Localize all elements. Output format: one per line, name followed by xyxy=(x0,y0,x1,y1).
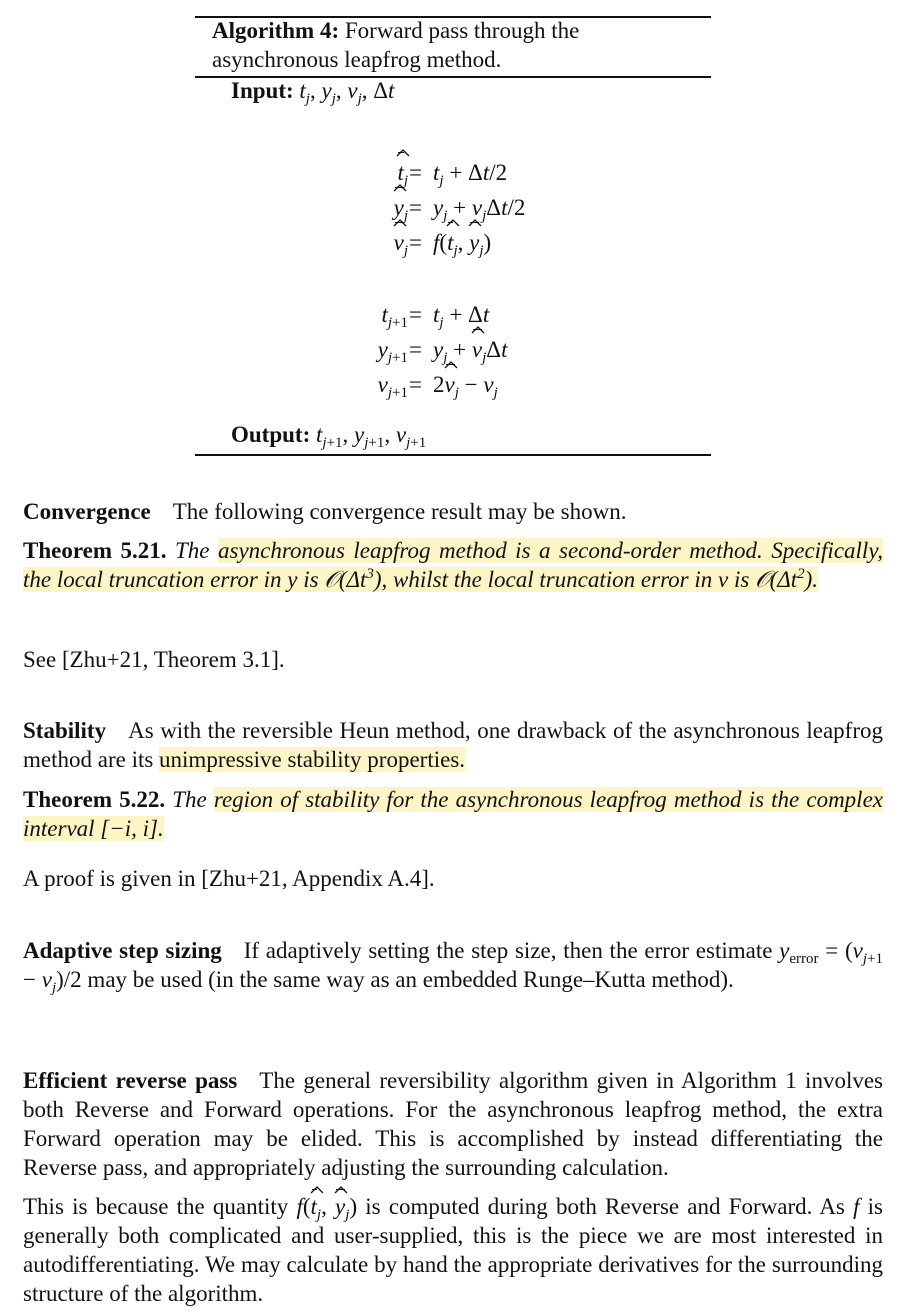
equation-t-next: $t_{j+1}$ = $t_j + \Delta t$ xyxy=(381,302,490,331)
equations-group-1 xyxy=(300,155,620,260)
theorem-5-21-label: Theorem 5.21. xyxy=(23,538,167,563)
equation-v-next: $v_{j+1}$ = 2v $_j - v_j$ xyxy=(300,367,620,402)
stability-reference: A proof is given in [Zhu+21, Appendix A.4]. xyxy=(23,866,435,891)
algorithm-output xyxy=(231,422,427,451)
algorithm-caption xyxy=(212,16,692,74)
convergence-paragraph xyxy=(23,497,883,526)
adaptive-text: If adaptively setting the step size, then the error estimate $y_{error} = (v_{j+1} - v_j)/2$ may be used (in the same way as an embedded Runge–Kutta method). xyxy=(23,938,883,996)
theorem-5-21 xyxy=(23,536,883,594)
equation-v-hat: v $_j$ = f(t $_j$, y $_j$) xyxy=(300,225,620,260)
adaptive-heading: Adaptive step sizing xyxy=(23,938,222,963)
output-label: Output: xyxy=(231,422,311,447)
convergence-text: The following convergence result may be shown. xyxy=(172,499,627,524)
reverse-text-1: The general reversibility algorithm given in Algorithm 1 involves both Reverse and Forward operations. For the asynchronous leapfrog method, the extra Forward operation may be elided. This is accomplished by instead differentiating the Reverse pass, and appropriately adjusting the surrounding calculation. xyxy=(23,1068,883,1180)
reverse-paragraph-1 xyxy=(23,1066,883,1182)
stability-text: As with the reversible Heun method, one drawback of the asynchronous leapfrog method are its unimpressive stability properties. xyxy=(23,718,883,772)
reverse-text-2: This is because the quantity f(t $_j$, y $_j$) is computed during both Reverse and Forward. As f is generally both complicated and user-supplied, this is the piece we are most interested in autodifferentiating. We may calculate by hand the appropriate derivatives for the surrounding structure of the algorithm. xyxy=(23,1194,883,1306)
theorem-5-21-text: The asynchronous leapfrog method is a second-order method. Specifically, the local truncation error in y is $𝒪(\Delta t^3)$, whilst the local truncation error in v is $𝒪(\Delta t^2)$. xyxy=(23,538,884,592)
equation-t-hat: t $_j$ = $t_j + \Delta t/2$ xyxy=(300,155,620,190)
equations-group-2 xyxy=(300,297,620,402)
algorithm-title: Forward pass through the asynchronous leapfrog method. xyxy=(212,18,580,72)
theorem-5-22-label: Theorem 5.22. xyxy=(23,787,166,812)
algorithm-bottom-rule xyxy=(195,454,711,456)
adaptive-paragraph xyxy=(23,936,883,994)
stability-heading: Stability xyxy=(23,718,107,743)
convergence-reference: See [Zhu+21, Theorem 3.1]. xyxy=(23,647,285,672)
equation-y-next: $y_{j+1}$ = $y_j + v$ $_j$Δt xyxy=(300,332,620,367)
output-vars: $t_{j+1}$, $y_{j+1}$, $v_{j+1}$ xyxy=(316,422,427,451)
input-label: Input: xyxy=(231,78,294,103)
input-vars: $t_j$, $y_j$, $v_j$, Δt xyxy=(299,78,395,107)
reverse-paragraph-2 xyxy=(23,1192,883,1308)
theorem-5-22-text: The region of stability for the asynchronous leapfrog method is the complex interval [−i, i]. xyxy=(23,787,883,841)
convergence-heading: Convergence xyxy=(23,499,151,524)
theorem-5-22 xyxy=(23,785,883,843)
stability-paragraph xyxy=(23,716,883,774)
reverse-heading: Efficient reverse pass xyxy=(23,1068,238,1093)
algorithm-input xyxy=(231,78,395,107)
equation-y-hat: y $_j$ = $y_j + v_j\Delta t/2$ xyxy=(300,190,620,225)
algorithm-label: Algorithm 4: xyxy=(212,18,340,43)
